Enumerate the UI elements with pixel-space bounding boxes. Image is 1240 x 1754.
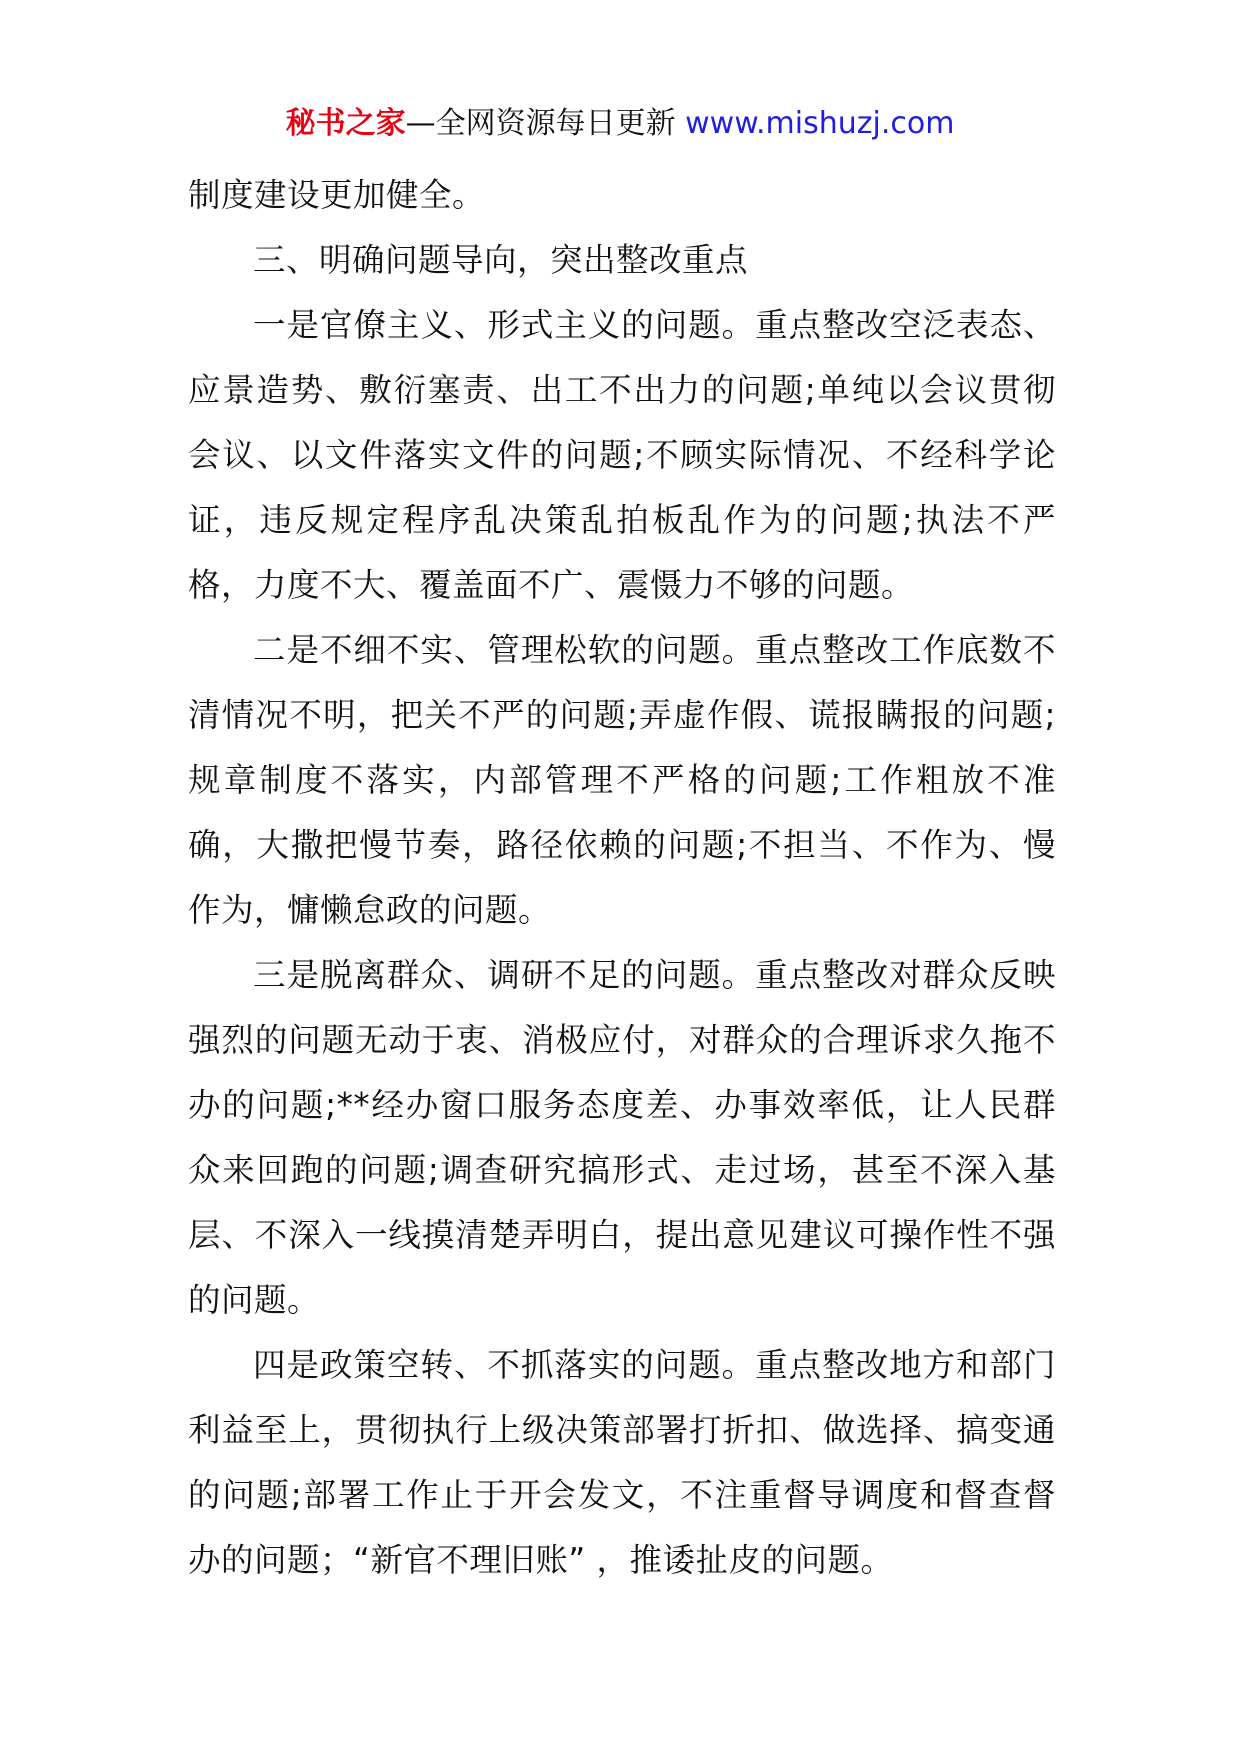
page-header	[0, 104, 1240, 144]
paragraph: 三是脱离群众、调研不足的问题。重点整改对群众反映强烈的问题无动于衷、消极应付，对群众的合理诉求久拖不办的问题;**经办窗口服务态度差、办事效率低，让人民群众来回跑的问题;调查研究搞形式、走过场，甚至不深入基层、不深入一线摸清楚弄明白，提出意见建议可操作性不强的问题。	[188, 956, 1056, 1319]
section-heading: 三、明确问题导向，突出整改重点	[253, 241, 749, 279]
paragraph: 四是政策空转、不抓落实的问题。重点整改地方和部门利益至上，贯彻执行上级决策部署打折扣、做选择、搞变通的问题;部署工作止于开会发文，不注重督导调度和督查督办的问题；“新官不理旧账” ，推诿扯皮的问题。	[188, 1346, 1056, 1579]
paragraph: 二是不细不实、管理松软的问题。重点整改工作底数不清情况不明，把关不严的问题;弄虚作假、谎报瞒报的问题;规章制度不落实，内部管理不严格的问题;工作粗放不准确，大撒把慢节奏，路径依赖的问题;不担当、不作为、慢作为，慵懒怠政的问题。	[188, 631, 1056, 929]
header-url-link[interactable]: www.mishuzj.com	[685, 106, 955, 141]
header-brand: 秘书之家	[285, 106, 406, 141]
paragraph: 一是官僚主义、形式主义的问题。重点整改空泛表态、应景造势、敷衍塞责、出工不出力的问题;单纯以会议贯彻会议、以文件落实文件的问题;不顾实际情况、不经科学论证，违反规定程序乱决策乱拍板乱作为的问题;执法不严格，力度不大、覆盖面不广、震慑力不够的问题。	[188, 306, 1056, 604]
paragraph-continuation: 制度建设更加健全。	[188, 176, 486, 214]
header-tagline: —全网资源每日更新	[405, 106, 686, 141]
document-body	[188, 163, 1056, 1593]
